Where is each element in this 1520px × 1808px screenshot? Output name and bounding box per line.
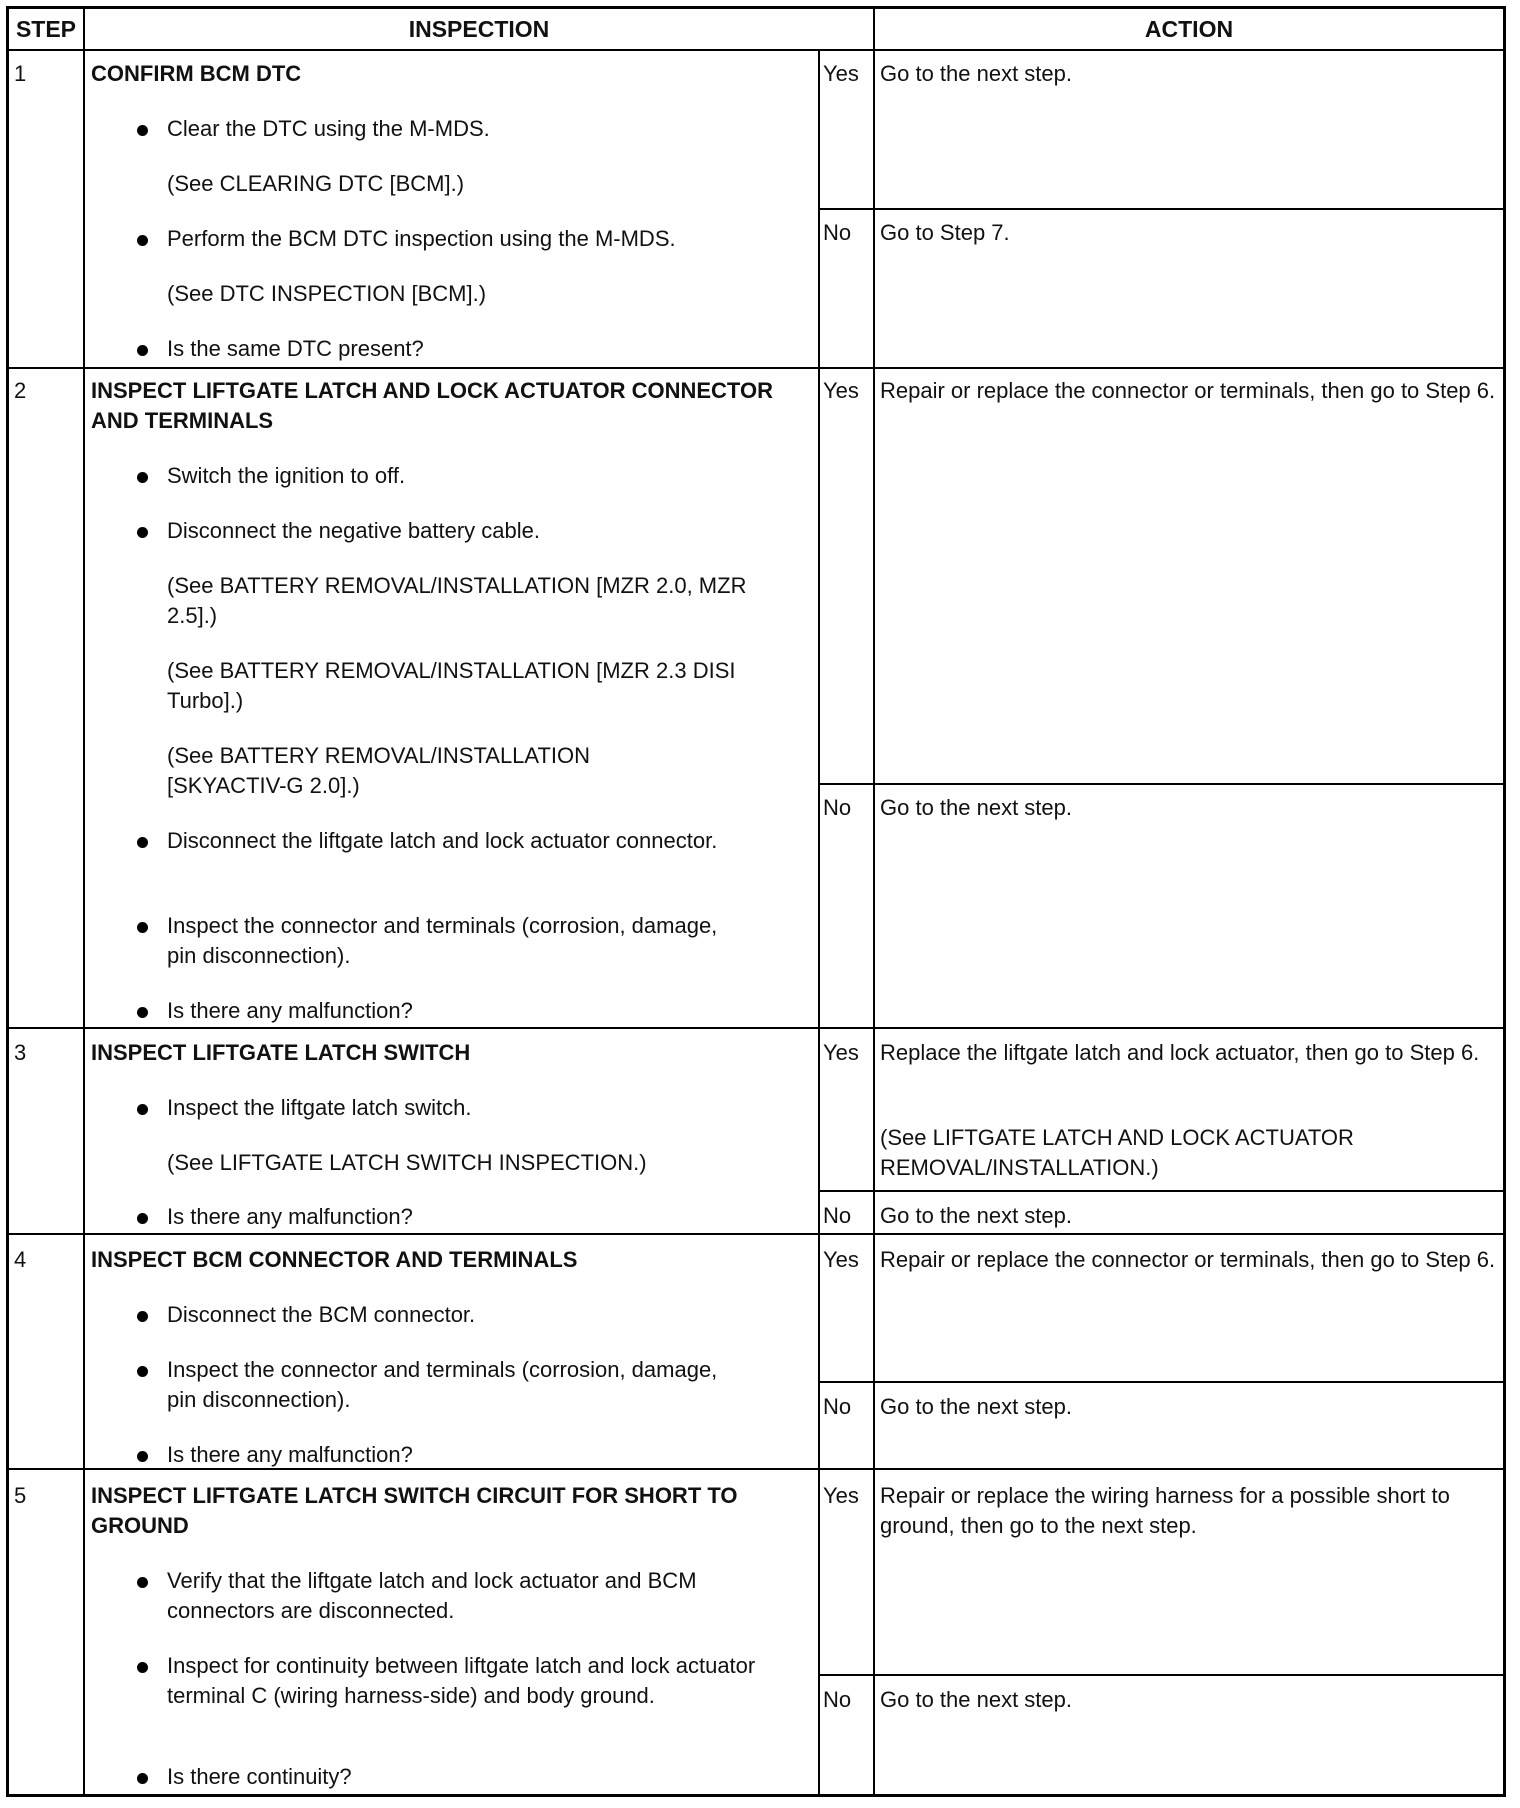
inspection-item: Inspect the connector and terminals (corrosion, damage, pin disconnection). — [167, 913, 718, 968]
inspection-item: Is there any malfunction? — [167, 1442, 413, 1467]
result-answer: No — [823, 1687, 852, 1712]
result-action: Repair or replace the connector or terminals, then go to Step 6. — [880, 378, 1496, 403]
result-action: Go to the next step. — [880, 61, 1073, 86]
bullet-icon — [137, 1773, 148, 1784]
result-answer: No — [823, 220, 852, 245]
bullet-icon — [137, 1577, 148, 1588]
result-action: Go to Step 7. — [880, 220, 1010, 245]
result-divider-1 — [818, 208, 1503, 210]
result-divider-4 — [818, 1381, 1503, 1383]
inspection-item: (See BATTERY REMOVAL/INSTALLATION [MZR 2.3 DISI Turbo].) — [167, 658, 736, 713]
bullet-icon — [137, 345, 148, 356]
bullet-icon — [137, 837, 148, 848]
action-column-divider — [873, 9, 875, 1794]
step-column-divider — [83, 9, 85, 1794]
bullet-icon — [137, 1366, 148, 1377]
result-answer: No — [823, 1394, 852, 1419]
result-answer: Yes — [823, 1040, 859, 1065]
header-step: STEP — [15, 16, 77, 42]
bullet-icon — [137, 1451, 148, 1462]
inspection-item: (See DTC INSPECTION [BCM].) — [167, 281, 487, 306]
result-divider-2 — [818, 783, 1503, 785]
result-action: Repair or replace the connector or terminals, then go to Step 6. — [880, 1247, 1496, 1272]
inspection-item: Disconnect the liftgate latch and lock actuator connector. — [167, 828, 718, 853]
row-divider-2 — [9, 1027, 1503, 1029]
answer-column-divider — [818, 49, 820, 1794]
bullet-icon — [137, 235, 148, 246]
inspection-item: Inspect the connector and terminals (corrosion, damage, pin disconnection). — [167, 1357, 718, 1412]
result-divider-5 — [818, 1674, 1503, 1676]
bullet-icon — [137, 472, 148, 483]
bullet-icon — [137, 1662, 148, 1673]
bullet-icon — [137, 125, 148, 136]
step-title: CONFIRM BCM DTC — [91, 61, 302, 86]
inspection-item: Is there any malfunction? — [167, 1204, 413, 1229]
result-action: Go to the next step. — [880, 795, 1073, 820]
result-answer: No — [823, 1203, 852, 1228]
result-action: Go to the next step. — [880, 1687, 1073, 1712]
inspection-item: (See BATTERY REMOVAL/INSTALLATION [SKYACTIV-G 2.0].) — [167, 743, 591, 798]
bullet-icon — [137, 1311, 148, 1322]
diagnostic-table — [6, 6, 1506, 1797]
result-answer: Yes — [823, 378, 859, 403]
inspection-item: Perform the BCM DTC inspection using the M-MDS. — [167, 226, 676, 251]
inspection-item: Disconnect the BCM connector. — [167, 1302, 476, 1327]
row-divider-3 — [9, 1233, 1503, 1235]
row-divider-1 — [9, 367, 1503, 369]
bullet-icon — [137, 1007, 148, 1018]
step-number: 1 — [14, 61, 27, 86]
result-answer: Yes — [823, 1247, 859, 1272]
bullet-icon — [137, 527, 148, 538]
inspection-item: Is there continuity? — [167, 1764, 352, 1789]
step-number: 2 — [14, 378, 27, 403]
inspection-item: Is there any malfunction? — [167, 998, 413, 1023]
inspection-item: (See BATTERY REMOVAL/INSTALLATION [MZR 2.0, MZR 2.5].) — [167, 573, 747, 628]
step-number: 5 — [14, 1483, 27, 1508]
step-title: INSPECT BCM CONNECTOR AND TERMINALS — [91, 1247, 578, 1272]
inspection-item: Clear the DTC using the M-MDS. — [167, 116, 490, 141]
result-action: Go to the next step. — [880, 1394, 1073, 1419]
header-divider — [9, 49, 1503, 51]
bullet-icon — [137, 1213, 148, 1224]
step-title: INSPECT LIFTGATE LATCH AND LOCK ACTUATOR CONNECTOR AND TERMINALS — [91, 378, 773, 433]
step-number: 4 — [14, 1247, 27, 1272]
inspection-item: Is the same DTC present? — [167, 336, 424, 361]
result-answer: No — [823, 795, 852, 820]
result-divider-3 — [818, 1190, 1503, 1192]
inspection-item: (See LIFTGATE LATCH SWITCH INSPECTION.) — [167, 1150, 647, 1175]
inspection-item: Switch the ignition to off. — [167, 463, 406, 488]
result-answer: Yes — [823, 61, 859, 86]
step-title: INSPECT LIFTGATE LATCH SWITCH — [91, 1040, 471, 1065]
result-action: Repair or replace the wiring harness for a possible short to ground, then go to the next step. — [880, 1483, 1450, 1538]
inspection-item: Disconnect the negative battery cable. — [167, 518, 541, 543]
bullet-icon — [137, 922, 148, 933]
result-action: Go to the next step. — [880, 1203, 1073, 1228]
header-inspection: INSPECTION — [408, 16, 550, 42]
result-answer: Yes — [823, 1483, 859, 1508]
result-action: Replace the liftgate latch and lock actuator, then go to Step 6. — [880, 1040, 1480, 1065]
bullet-icon — [137, 1104, 148, 1115]
header-action: ACTION — [1144, 16, 1234, 42]
inspection-item: Inspect for continuity between liftgate latch and lock actuator terminal C (wiring harness-side) and body ground. — [167, 1653, 756, 1708]
inspection-item: (See CLEARING DTC [BCM].) — [167, 171, 465, 196]
step-title: INSPECT LIFTGATE LATCH SWITCH CIRCUIT FOR SHORT TO GROUND — [91, 1483, 738, 1538]
step-number: 3 — [14, 1040, 27, 1065]
inspection-item: Inspect the liftgate latch switch. — [167, 1095, 472, 1120]
inspection-item: Verify that the liftgate latch and lock actuator and BCM connectors are disconnected. — [167, 1568, 697, 1623]
result-action: (See LIFTGATE LATCH AND LOCK ACTUATOR REMOVAL/INSTALLATION.) — [880, 1125, 1354, 1180]
